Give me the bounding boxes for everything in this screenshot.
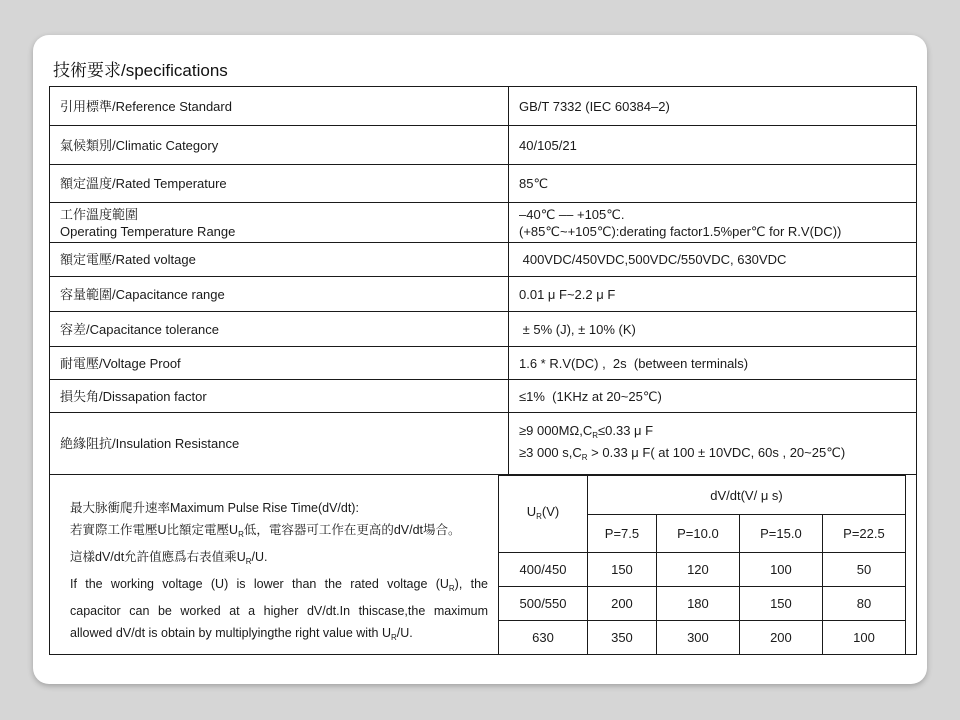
spec-table: [49, 86, 917, 655]
dvdt-cell: 150: [739, 587, 822, 621]
table-row: [50, 312, 917, 347]
dvdt-cell: 200: [588, 587, 657, 621]
value-text: ≥3 000 s,C: [519, 444, 582, 460]
table-row: [50, 380, 917, 413]
dvdt-cell: 200: [739, 621, 822, 655]
dvdt-cell: 100: [739, 553, 822, 587]
ur-header: [499, 476, 588, 553]
dvdt-row: [499, 587, 906, 621]
dvdt-cell: 50: [822, 553, 905, 587]
pulse-line: [70, 546, 488, 573]
pulse-line: 最大脉衝爬升速率Maximum Pulse Rise Time(dV/dt):: [70, 501, 359, 515]
table-row: [50, 165, 917, 203]
row-label: 損失角/Dissapation factor: [50, 380, 509, 413]
table-row: [50, 126, 917, 165]
ur-cell: 500/550: [499, 587, 588, 621]
text: If the working voltage (U) is lower than the rated voltage (U: [70, 577, 449, 591]
pulse-line: [70, 573, 488, 600]
ur-cell: 400/450: [499, 553, 588, 587]
row-value: GB/T 7332 (IEC 60384–2): [509, 87, 917, 126]
row-value-line: –40℃ –– +105℃.: [519, 206, 625, 222]
dvdt-column-header: P=22.5: [822, 515, 905, 553]
text: 低，電容器可工作在更高的dV/dt場合。: [243, 523, 461, 537]
subscript: R: [592, 430, 598, 440]
row-label: 氣候類別/Climatic Category: [50, 126, 509, 165]
dvdt-column-header: P=10.0: [656, 515, 739, 553]
subscript: R: [581, 452, 588, 462]
subscript: R: [238, 530, 244, 539]
row-value: 0.01 μ F~2.2 μ F: [509, 277, 917, 312]
dvdt-table: [498, 475, 906, 655]
pulse-line: capacitor can be worked at a higher dV/dt.In thiscase,the maximum: [70, 604, 488, 618]
ur-cell: 630: [499, 621, 588, 655]
row-label: [50, 203, 509, 243]
pulse-cell: [50, 475, 917, 655]
dvdt-cell: 350: [588, 621, 657, 655]
pulse-description: [60, 475, 498, 654]
subscript: R: [536, 512, 542, 521]
subscript: R: [391, 633, 397, 642]
value-text: > 0.33 μ F( at 100 ± 10VDC, 60s , 20~25℃): [587, 444, 846, 460]
row-label: 容差/Capacitance tolerance: [50, 312, 509, 347]
text: 若實際工作電壓U比額定電壓U: [70, 523, 239, 537]
row-value-line: (+85℃~+105℃):derating factor1.5%per℃ for R.V(DC)): [519, 223, 842, 239]
text: U: [526, 504, 537, 519]
row-label: 引用標準/Reference Standard: [50, 87, 509, 126]
dvdt-group-header: dV/dt(V/ μ s): [588, 476, 906, 515]
subscript: R: [245, 557, 252, 566]
value-text: ≤0.33 μ F: [598, 422, 654, 438]
table-row-pulse: [50, 475, 917, 655]
row-value-line: [519, 422, 906, 444]
row-label: 額定溫度/Rated Temperature: [50, 165, 509, 203]
value-text: ≥9 000MΩ,C: [519, 422, 593, 438]
pulse-line: [70, 519, 488, 546]
dvdt-cell: 150: [588, 553, 657, 587]
row-label: 耐電壓/Voltage Proof: [50, 347, 509, 380]
row-value: ± 5% (J), ± 10% (K): [509, 312, 917, 347]
row-label: 絶緣阻抗/Insulation Resistance: [50, 413, 509, 475]
text: ), the: [454, 577, 488, 591]
table-row: [50, 87, 917, 126]
row-value: 1.6 * R.V(DC) , 2s (between terminals): [509, 347, 917, 380]
row-value: [509, 203, 917, 243]
subscript: R: [448, 584, 455, 593]
text: /U.: [396, 626, 413, 640]
text: 這樣dV/dt允許值應爲右表值乘U: [70, 550, 246, 564]
row-value: 40/105/21: [509, 126, 917, 165]
dvdt-cell: 180: [656, 587, 739, 621]
dvdt-cell: 100: [822, 621, 905, 655]
text: /U.: [251, 550, 268, 564]
text: allowed dV/dt is obtain by multiplyingthe right value with U: [70, 626, 392, 640]
dvdt-header-row: [499, 476, 906, 515]
dvdt-row: [499, 621, 906, 655]
dvdt-cell: 120: [656, 553, 739, 587]
row-label: 容量範圍/Capacitance range: [50, 277, 509, 312]
table-row: [50, 243, 917, 277]
table-row: [50, 413, 917, 475]
dvdt-cell: 300: [656, 621, 739, 655]
row-label-line: 工作溫度範圍: [60, 206, 139, 222]
row-value: [509, 413, 917, 475]
dvdt-column-header: P=7.5: [588, 515, 657, 553]
dvdt-row: [499, 553, 906, 587]
row-label-line: Operating Temperature Range: [60, 223, 236, 239]
row-value-line: [519, 444, 906, 466]
row-label: 額定電壓/Rated voltage: [50, 243, 509, 277]
pulse-line: [70, 622, 488, 649]
table-row: [50, 277, 917, 312]
table-row: [50, 203, 917, 243]
row-value: 400VDC/450VDC,500VDC/550VDC, 630VDC: [509, 243, 917, 277]
row-value: 85℃: [509, 165, 917, 203]
page-title: 技術要求/specifications: [53, 61, 228, 80]
dvdt-cell: 80: [822, 587, 905, 621]
text: (V): [541, 504, 560, 519]
dvdt-column-header: P=15.0: [739, 515, 822, 553]
table-row: [50, 347, 917, 380]
row-value: ≤1% (1KHz at 20~25℃): [509, 380, 917, 413]
